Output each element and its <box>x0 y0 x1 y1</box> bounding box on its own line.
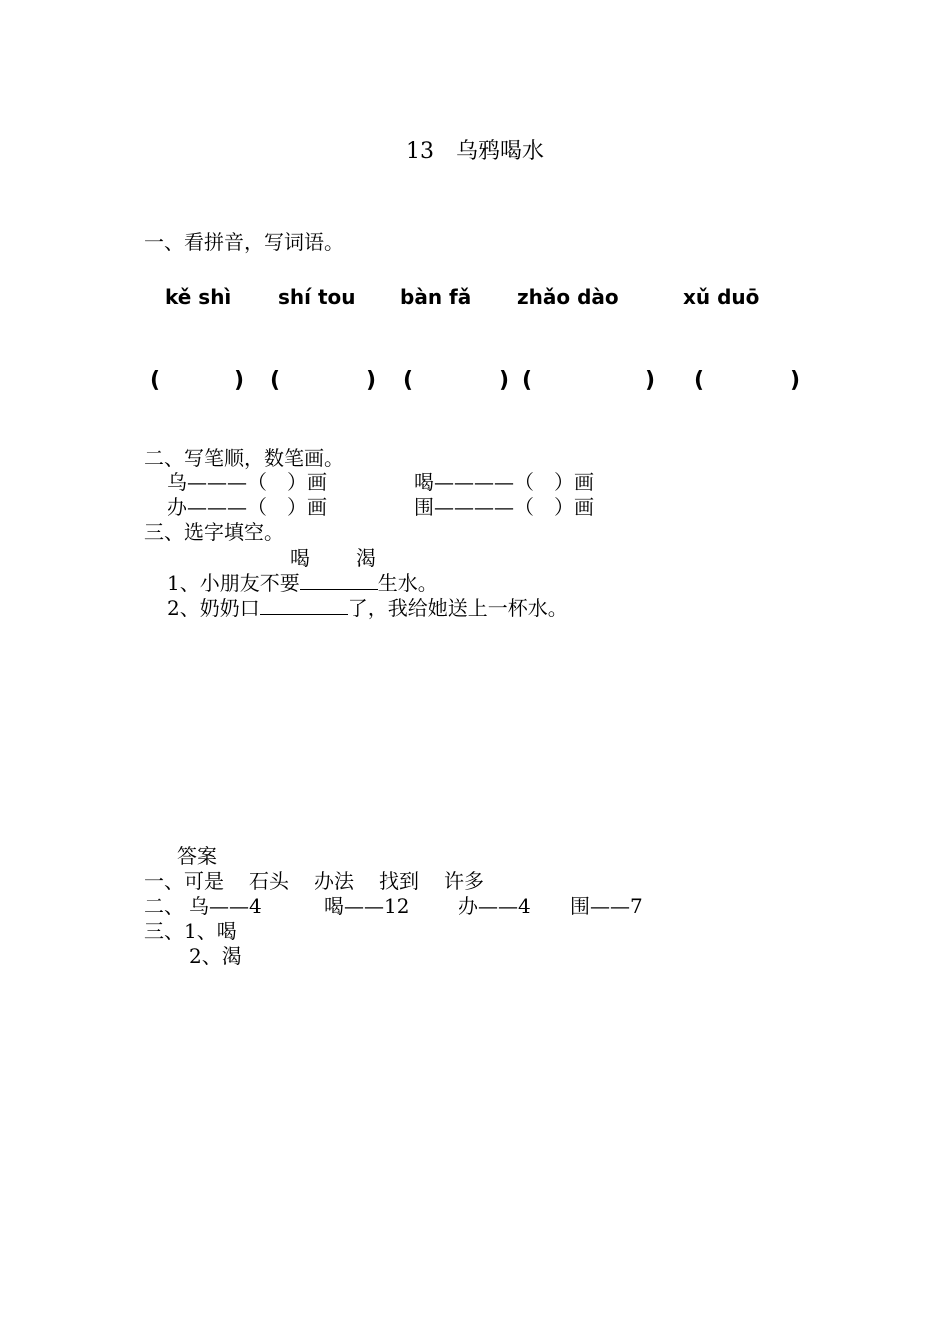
fill-question-2 <box>167 592 568 621</box>
answer-word: 许多 <box>444 869 484 893</box>
stroke-dashes: ——— <box>187 495 247 519</box>
pinyin-4: zhǎo dào <box>517 285 619 309</box>
section3-heading: 三、选字填空。 <box>144 520 284 544</box>
question-2-blank <box>260 596 348 615</box>
box-4-close: ) <box>645 368 656 393</box>
page-title <box>0 134 950 165</box>
answer-line-3: 三、1、喝 <box>144 919 237 943</box>
stroke-item-wei <box>414 491 594 520</box>
answer-line-4: 2、渴 <box>189 944 242 968</box>
stroke-unit: 画 <box>307 470 327 494</box>
answer-word: 办法 <box>314 869 354 893</box>
stroke-char: 围 <box>414 495 434 519</box>
pinyin-1: kě shì <box>165 285 232 309</box>
stroke-char: 乌 <box>167 470 187 494</box>
choice-ke: 渴 <box>356 546 376 570</box>
lesson-number: 13 <box>405 139 434 164</box>
box-1-open: ( <box>150 368 161 393</box>
answer-line-2-prefix: 二、 <box>144 894 184 918</box>
stroke-char: 办 <box>167 495 187 519</box>
box-3-open: ( <box>403 368 414 393</box>
stroke-dashes: ———— <box>434 470 514 494</box>
answer-stroke-he: 喝——12 <box>324 894 410 918</box>
box-2-open: ( <box>270 368 281 393</box>
pinyin-3: bàn fǎ <box>400 285 472 309</box>
stroke-count-blank: （ ） <box>247 470 307 494</box>
box-1-close: ) <box>234 368 245 393</box>
stroke-count-blank: （ ） <box>514 470 574 494</box>
question-2-text-before: 2、奶奶口 <box>167 596 260 620</box>
question-1-text-before: 1、小朋友不要 <box>167 571 300 595</box>
stroke-count-blank: （ ） <box>514 495 574 519</box>
section2-heading: 二、写笔顺，数笔画。 <box>144 446 344 470</box>
answer-word: 可是 <box>184 869 224 893</box>
answer-stroke-ban: 办——4 <box>458 894 531 918</box>
question-2-text-after: 了，我给她送上一杯水。 <box>347 596 568 620</box>
box-4-open: ( <box>522 368 533 393</box>
section1-heading: 一、看拼音，写词语。 <box>144 230 344 254</box>
answer-word: 找到 <box>379 869 419 893</box>
stroke-char: 喝 <box>414 470 434 494</box>
answer-stroke-wu: 乌——4 <box>189 894 262 918</box>
answer-prefix: 一、 <box>144 869 184 893</box>
choice-he: 喝 <box>290 546 310 570</box>
stroke-unit: 画 <box>574 470 594 494</box>
box-2-close: ) <box>366 368 377 393</box>
stroke-dashes: ——— <box>187 470 247 494</box>
box-3-close: ) <box>499 368 510 393</box>
box-5-open: ( <box>694 368 705 393</box>
stroke-count-blank: （ ） <box>247 495 307 519</box>
stroke-unit: 画 <box>574 495 594 519</box>
answer-word: 石头 <box>249 869 289 893</box>
answers-heading: 答案 <box>177 844 217 868</box>
pinyin-5: xǔ duō <box>683 285 760 309</box>
stroke-unit: 画 <box>307 495 327 519</box>
answer-stroke-wei: 围——7 <box>570 894 643 918</box>
stroke-dashes: ———— <box>434 495 514 519</box>
question-1-text-after: 生水。 <box>377 571 438 595</box>
pinyin-2: shí tou <box>278 285 356 309</box>
lesson-title: 乌鸦喝水 <box>455 139 544 164</box>
box-5-close: ) <box>790 368 801 393</box>
question-1-blank <box>300 571 378 590</box>
